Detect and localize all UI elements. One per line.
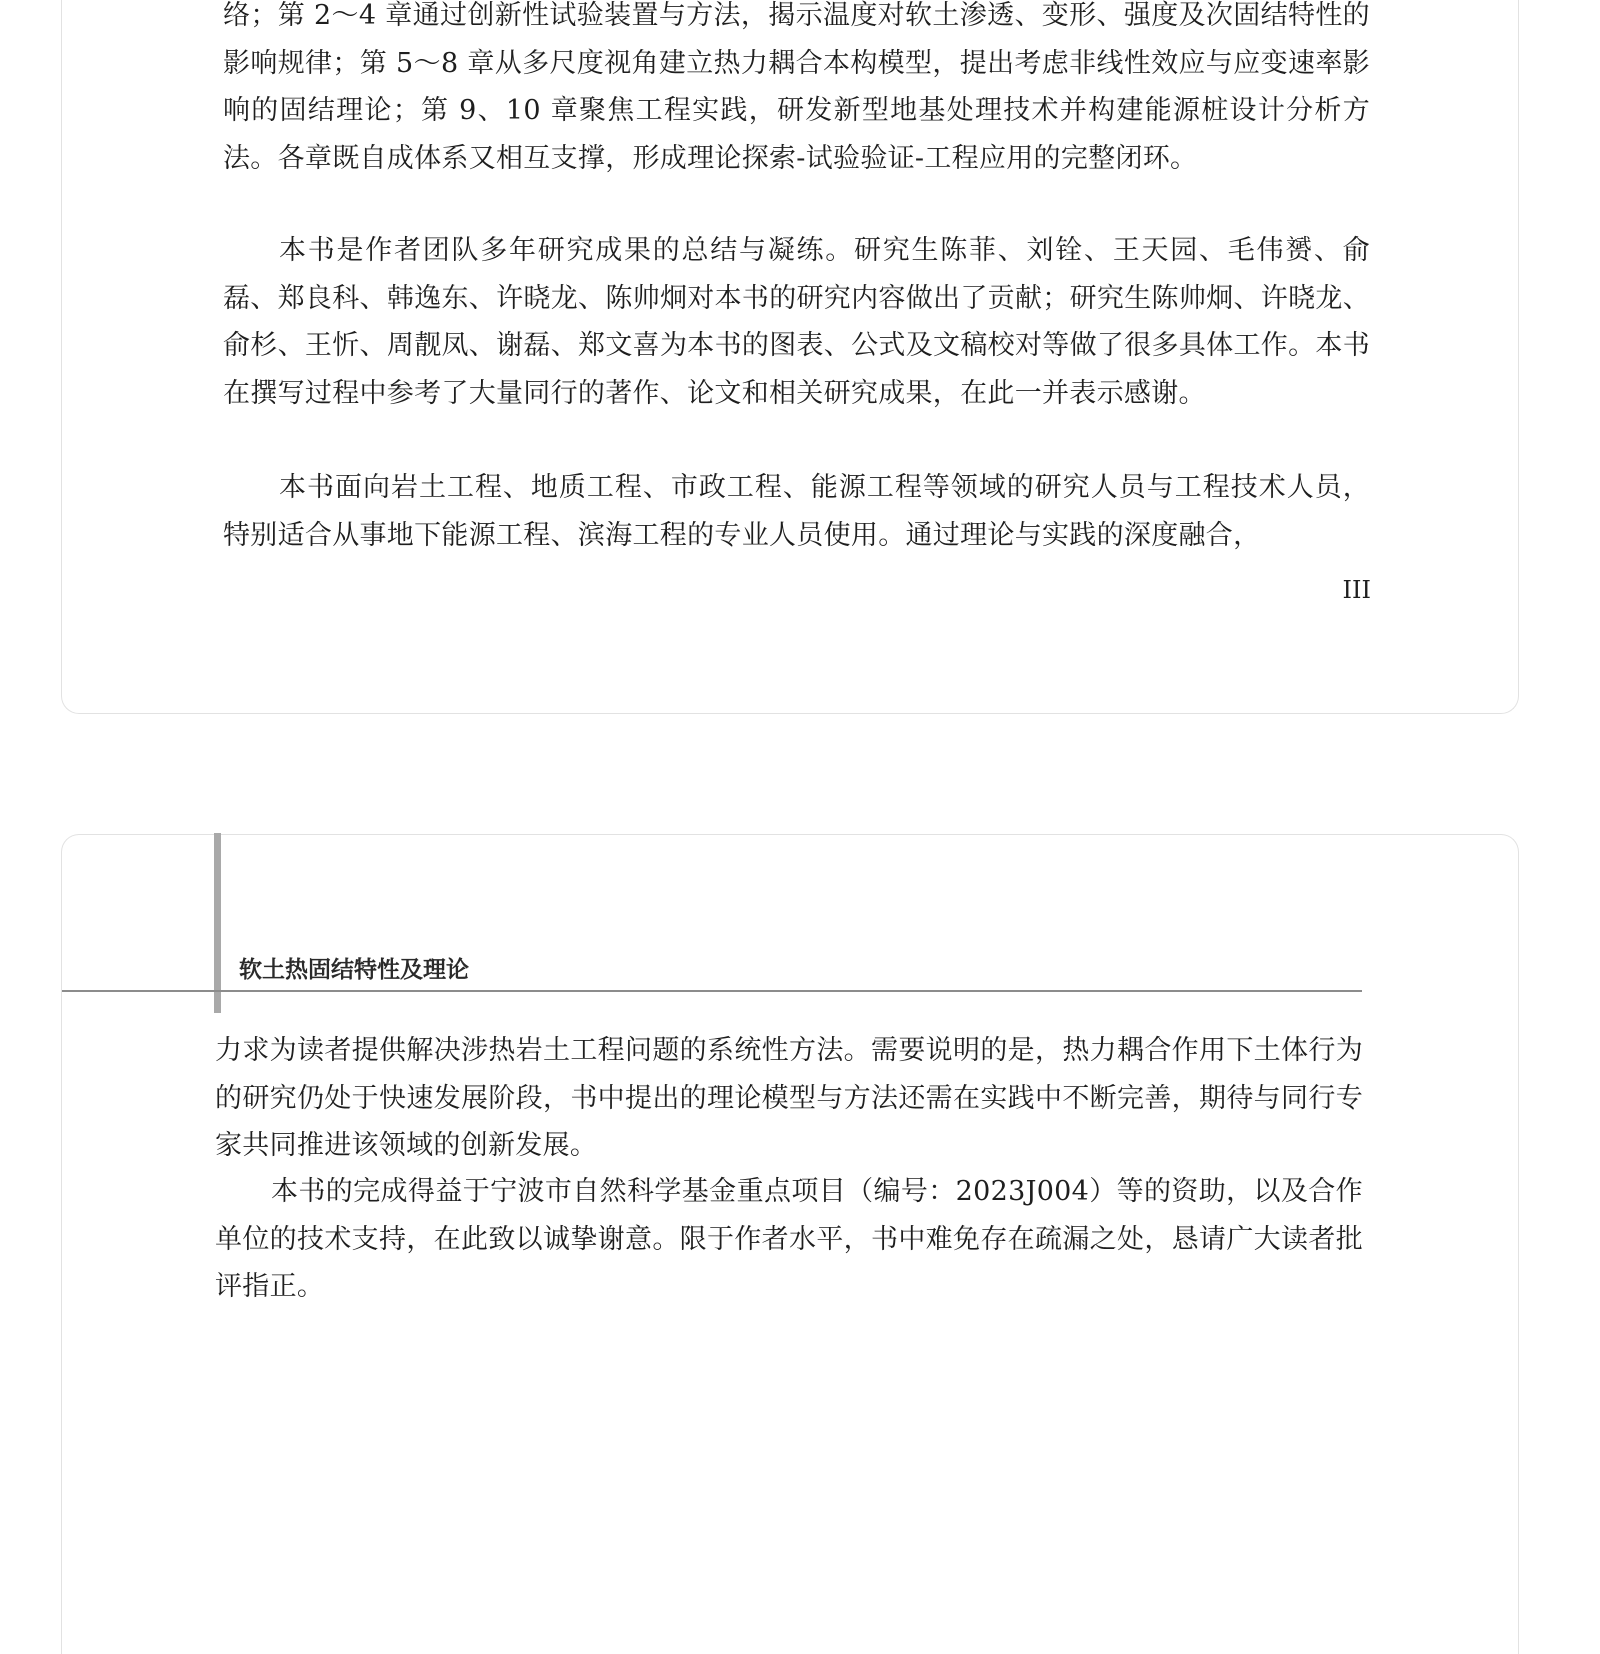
body-paragraph-audience: 本书面向岩土工程、地质工程、市政工程、能源工程等领域的研究人员与工程技术人员，特别适合从事地下能源工程、滨海工程的专业人员使用。通过理论与实践的深度融合， (223, 472, 1370, 551)
body-paragraph-chapter-overview: 络；第 2～4 章通过创新性试验装置与方法，揭示温度对软土渗透、变形、强度及次固结特性的影响规律；第 5～8 章从多尺度视角建立热力耦合本构模型，提出考虑非线性效应与应变速率影响的固结理论；第 9、10 章聚焦工程实践，研发新型地基处理技术并构建能源桩设计分析方法。各章既自成体系又相互支撑，形成理论探索-试验验证-工程应用的完整闭环。 (223, 0, 1370, 174)
body-paragraph-continuation: 力求为读者提供解决涉热岩土工程问题的系统性方法。需要说明的是，热力耦合作用下土体行为的研究仍处于快速发展阶段，书中提出的理论模型与方法还需在实践中不断完善，期待与同行专家共同推进该领域的创新发展。 (215, 1035, 1363, 1161)
body-paragraph-funding: 本书的完成得益于宁波市自然科学基金重点项目（编号：2023J004）等的资助，以及合作单位的技术支持，在此致以诚挚谢意。限于作者水平，书中难免存在疏漏之处，恳请广大读者批评指正。 (215, 1176, 1363, 1302)
running-header-rule (62, 990, 1362, 992)
page-number: III (1342, 576, 1371, 604)
document-page-bottom (61, 834, 1519, 1654)
running-header-bar (214, 833, 221, 1013)
body-paragraph-acknowledgement-team: 本书是作者团队多年研究成果的总结与凝练。研究生陈菲、刘铨、王天园、毛伟赟、俞磊、郑良科、韩逸东、许晓龙、陈帅炯对本书的研究内容做出了贡献；研究生陈帅炯、许晓龙、俞杉、王忻、周靓凤、谢磊、郑文喜为本书的图表、公式及文稿校对等做了很多具体工作。本书在撰写过程中参考了大量同行的著作、论文和相关研究成果，在此一并表示感谢。 (223, 235, 1370, 409)
document-page-top (61, 0, 1519, 714)
running-header-title: 软土热固结特性及理论 (239, 957, 469, 983)
